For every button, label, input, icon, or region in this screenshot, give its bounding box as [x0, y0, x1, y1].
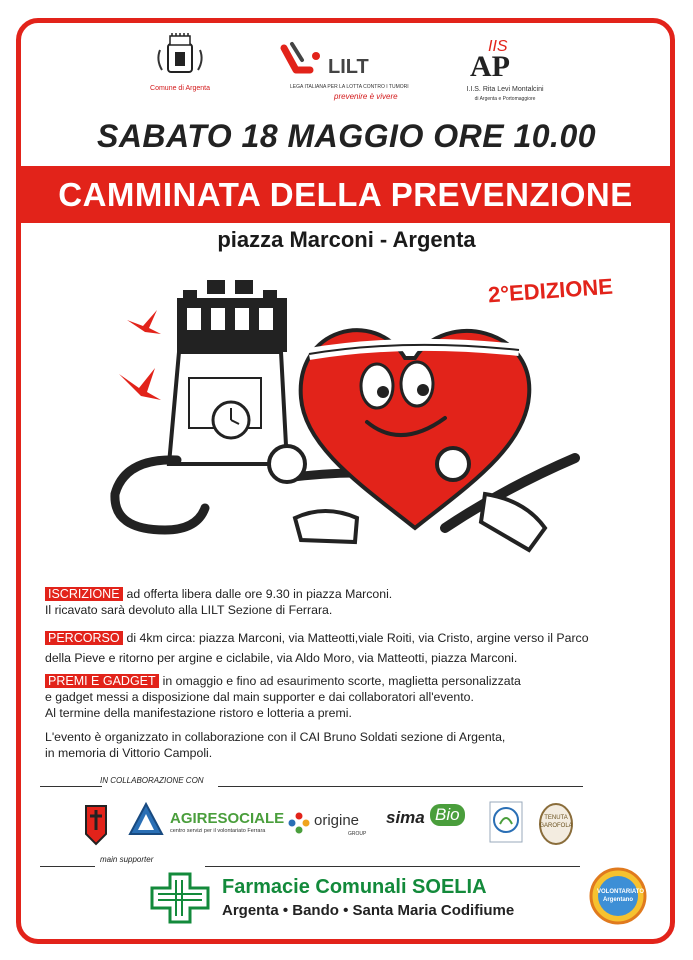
event-place: piazza Marconi - Argenta	[217, 227, 476, 252]
origine-flower-icon	[288, 812, 310, 834]
lilt-name: LILT	[328, 56, 369, 78]
collab-label: IN COLLABORAZIONE CON	[100, 776, 204, 785]
iscrizione-tag: ISCRIZIONE	[45, 587, 123, 601]
divider	[40, 866, 95, 867]
tenuta-garofola-logo	[534, 800, 584, 848]
school-mark: AP	[470, 50, 510, 83]
divider	[40, 786, 102, 787]
volontariato-name: VOLONTARIATO Argentano	[597, 889, 644, 903]
shoe-icon	[481, 494, 545, 550]
divider	[205, 866, 580, 867]
info-percorso	[45, 630, 645, 666]
supporter-name: Farmacie Comunali SOELIA	[222, 876, 487, 898]
cai-text2: in memoria di Vittorio Campoli.	[45, 746, 213, 760]
school-tag: IIS	[488, 38, 508, 55]
shoe-icon	[295, 511, 357, 542]
supporter-label: main supporter	[100, 855, 154, 864]
comune-crest-icon	[154, 30, 206, 78]
iscrizione-text: ad offerta libera dalle ore 9.30 in piazza Marconi.	[126, 587, 393, 601]
lilt-mark-icon	[270, 40, 330, 80]
sima-name: sima	[386, 808, 425, 827]
percorso-tag: PERCORSO	[45, 631, 123, 645]
school-name: I.I.S. Rita Levi Montalcini	[466, 86, 544, 93]
circle-partner-logo	[488, 800, 524, 848]
bird-icon	[127, 310, 161, 334]
tenuta-name: TENUTA GAROFOLA	[539, 815, 573, 829]
csv-logo	[126, 800, 166, 848]
lilt-motto: prevenire è vivere	[334, 92, 398, 101]
percorso-text: di 4km circa: piazza Marconi, via Matteotti,viale Roiti, via Cristo, argine verso il Parco	[126, 631, 589, 645]
premi-tag: PREMI E GADGET	[45, 674, 159, 688]
iscrizione-text2: Il ricavato sarà devoluto alla LILT Sezione di Ferrara.	[45, 603, 333, 617]
origine-name: origine	[314, 812, 360, 829]
event-edition: 2°EDIZIONE	[487, 273, 614, 308]
percorso-text2: della Pieve e ritorno per argine e ciclabile, via Aldo Moro, via Matteotti, piazza Marconi.	[45, 651, 518, 665]
event-title: CAMMINATA DELLA PREVENZIONE	[21, 166, 670, 223]
comune-logo	[140, 30, 220, 92]
pharmacy-cross-icon	[150, 872, 210, 924]
cai-emblem-icon	[80, 800, 112, 848]
info-premi	[45, 673, 645, 721]
agire-sociale-logo	[170, 800, 285, 848]
sima-bio: Bio	[430, 804, 465, 826]
agire-sociale-name: AGIRESOCIALE	[170, 810, 285, 827]
school-subtitle: di Argenta e Portomaggiore	[474, 96, 536, 102]
agire-sociale-sub: centro servizi per il volontariato Ferrara	[170, 828, 266, 834]
volontariato-logo	[583, 866, 653, 926]
premi-text2: e gadget messi a disposizione dal main supporter e dai collaboratori all'evento.	[45, 690, 474, 704]
info-iscrizione	[45, 586, 645, 618]
event-date: SABATO 18 MAGGIO ORE 10.00	[96, 118, 597, 154]
partner-emblem-icon	[488, 800, 524, 844]
premi-text: in omaggio e fino ad esaurimento scorte, maglietta personalizzata	[162, 674, 521, 688]
cai-text: L'evento è organizzato in collaborazione con il CAI Bruno Soldati sezione di Argenta,	[45, 730, 506, 744]
info-cai	[45, 729, 645, 761]
tower-icon	[169, 280, 287, 464]
comune-label: Comune di Argenta	[150, 85, 210, 92]
supporter-places: Argenta • Bando • Santa Maria Codifiume	[222, 902, 515, 919]
origine-sub: GROUP	[348, 831, 367, 837]
mascot-illustration	[105, 268, 590, 568]
premi-text3: Al termine della manifestazione ristoro e lotteria a premi.	[45, 706, 352, 720]
triangle-badge-icon	[126, 800, 166, 840]
divider	[218, 786, 583, 787]
sima-bio-logo	[386, 800, 472, 848]
cai-logo	[80, 800, 112, 848]
bird-icon	[119, 368, 161, 400]
origine-logo	[288, 800, 378, 848]
lilt-subtitle: LEGA ITALIANA PER LA LOTTA CONTRO I TUMORI	[290, 84, 409, 90]
